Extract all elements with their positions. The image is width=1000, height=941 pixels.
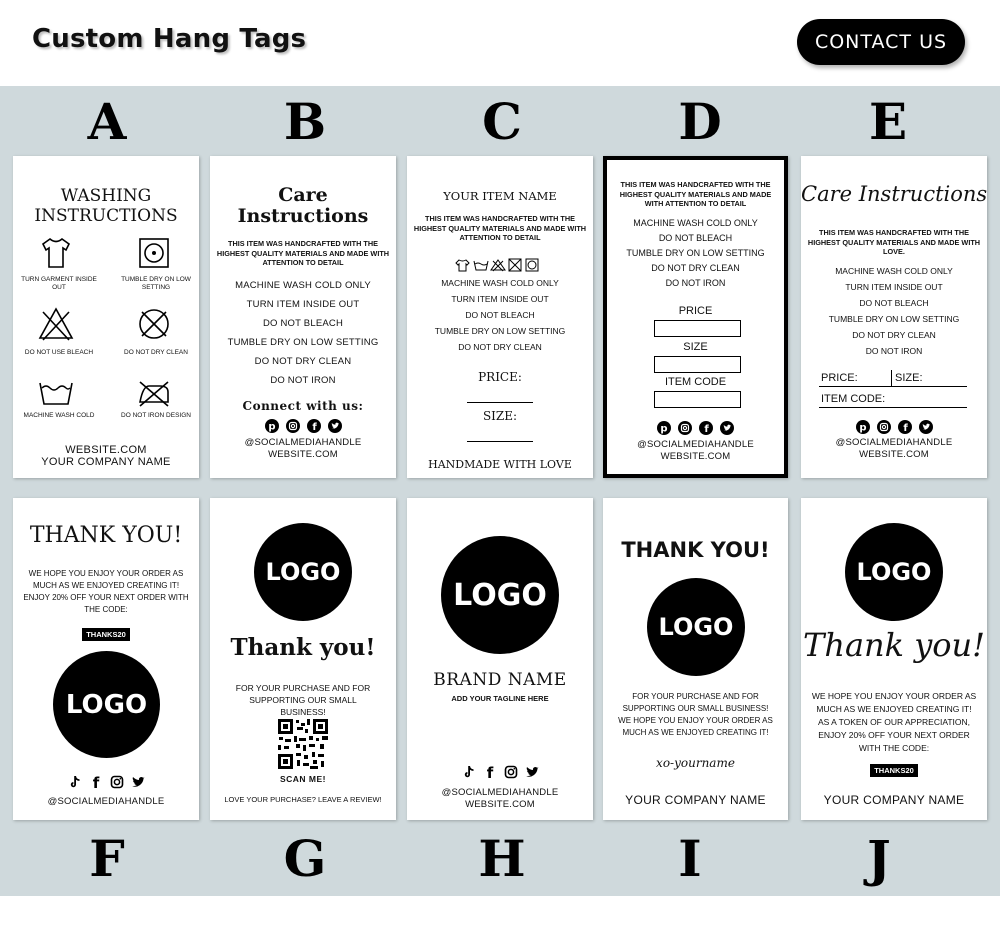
machine-wash-icon bbox=[37, 378, 75, 408]
tag-card-i[interactable] bbox=[603, 498, 788, 820]
svg-text:p: p bbox=[660, 423, 668, 435]
card-c-line-4: TUMBLE DRY ON LOW SETTING bbox=[434, 326, 566, 336]
page-title: Custom Hang Tags bbox=[32, 24, 307, 54]
card-h-website: WEBSITE.COM bbox=[465, 799, 535, 810]
card-b-line-2: TURN ITEM INSIDE OUT bbox=[246, 299, 360, 310]
svg-text:f: f bbox=[92, 775, 99, 789]
tag-card-j[interactable] bbox=[801, 498, 987, 820]
label-d: D bbox=[678, 92, 722, 151]
card-b-title-1: Care bbox=[278, 184, 328, 206]
label-h: H bbox=[478, 829, 526, 888]
card-e-line-a bbox=[819, 386, 967, 387]
svg-text:f: f bbox=[902, 423, 908, 434]
card-f-handle: @SOCIALMEDIAHANDLE bbox=[47, 796, 165, 807]
instagram-icon[interactable] bbox=[110, 775, 124, 789]
card-h-logo: LOGO bbox=[441, 536, 559, 654]
card-h-brand: BRAND NAME bbox=[433, 670, 567, 690]
card-b-handle: @SOCIALMEDIAHANDLE bbox=[244, 437, 362, 448]
card-c-title: YOUR ITEM NAME bbox=[443, 189, 557, 203]
twitter-icon[interactable] bbox=[525, 765, 539, 779]
svg-text:f: f bbox=[486, 765, 493, 779]
card-c-footer: HANDMADE WITH LOVE bbox=[428, 458, 572, 471]
card-c-price-label: PRICE: bbox=[478, 370, 522, 384]
no-dry-clean-icon bbox=[135, 306, 173, 342]
card-a-item-5: MACHINE WASH COLD bbox=[23, 412, 95, 419]
card-e-line-3: DO NOT BLEACH bbox=[859, 298, 929, 308]
card-b-line-5: DO NOT DRY CLEAN bbox=[254, 356, 352, 367]
card-c-price-line bbox=[467, 402, 533, 403]
card-b-line-3: DO NOT BLEACH bbox=[262, 318, 344, 329]
card-b-line-6: DO NOT IRON bbox=[270, 375, 336, 386]
card-c-line-3: DO NOT BLEACH bbox=[465, 310, 535, 320]
card-f-code: THANKS20 bbox=[82, 628, 130, 641]
tag-card-a[interactable] bbox=[13, 156, 199, 478]
card-i-signature: xo-yourname bbox=[656, 756, 735, 770]
tiktok-icon[interactable] bbox=[462, 765, 476, 779]
card-e-item-code-label: ITEM CODE: bbox=[821, 393, 886, 405]
facebook-icon[interactable] bbox=[89, 775, 103, 789]
facebook-icon[interactable] bbox=[898, 420, 912, 434]
card-b-social-icons bbox=[210, 419, 396, 433]
card-c-intro: THIS ITEM WAS HANDCRAFTED WITH THE HIGHEST QUALITY MATERIALS AND MADE WITH ATTENTION TO DETAIL bbox=[413, 214, 587, 242]
card-g-scan: SCAN ME! bbox=[279, 774, 327, 784]
card-a-item-6: DO NOT IRON DESIGN bbox=[121, 412, 191, 419]
card-a-item-4: DO NOT DRY CLEAN bbox=[124, 349, 188, 356]
card-d-price-box bbox=[654, 320, 741, 337]
twitter-icon[interactable] bbox=[328, 419, 342, 433]
card-i-company: YOUR COMPANY NAME bbox=[625, 793, 766, 807]
card-d-size-box bbox=[654, 356, 741, 373]
card-j-code: THANKS20 bbox=[870, 764, 918, 777]
card-d-item-code-label: ITEM CODE bbox=[664, 376, 727, 388]
card-b-intro: THIS ITEM WAS HANDCRAFTED WITH THE HIGHEST QUALITY MATERIALS AND MADE WITH ATTENTION TO DETAIL bbox=[216, 239, 390, 267]
card-e-line-2: TURN ITEM INSIDE OUT bbox=[845, 282, 943, 292]
card-d-size-label: SIZE bbox=[683, 341, 708, 353]
card-f-social-icons bbox=[13, 775, 199, 789]
svg-text:f: f bbox=[704, 424, 709, 435]
card-a-website: WEBSITE.COM bbox=[65, 444, 147, 456]
label-e: E bbox=[868, 92, 908, 151]
label-j: J bbox=[867, 829, 891, 888]
label-a: A bbox=[87, 92, 127, 151]
label-c: C bbox=[482, 92, 522, 151]
card-e-price-label: PRICE: bbox=[821, 372, 858, 384]
card-j-company: YOUR COMPANY NAME bbox=[823, 793, 965, 807]
card-b-title-2: Instructions bbox=[237, 205, 369, 227]
pinterest-icon[interactable] bbox=[856, 420, 870, 434]
qr-code-icon bbox=[276, 717, 330, 771]
card-g-body: FOR YOUR PURCHASE AND FOR SUPPORTING OUR SMALL BUSINESS! bbox=[235, 683, 371, 717]
card-c-size-line bbox=[467, 441, 533, 442]
facebook-icon[interactable] bbox=[307, 419, 321, 433]
instagram-icon[interactable] bbox=[678, 421, 692, 435]
tag-card-f[interactable] bbox=[13, 498, 199, 820]
instagram-icon[interactable] bbox=[877, 420, 891, 434]
card-c-size-label: SIZE: bbox=[482, 409, 518, 423]
card-f-body: WE HOPE YOU ENJOY YOUR ORDER AS MUCH AS WE ENJOYED CREATING IT! ENJOY 20% OFF YOUR NEXT ORDER WITH THE CODE: bbox=[23, 569, 189, 614]
tag-card-e[interactable] bbox=[801, 156, 987, 478]
tag-card-g[interactable] bbox=[210, 498, 396, 820]
card-e-intro: THIS ITEM WAS HANDCRAFTED WITH THE HIGHEST QUALITY MATERIALS AND MADE WITH LOVE. bbox=[807, 228, 981, 256]
card-e-line-1: MACHINE WASH COLD ONLY bbox=[835, 266, 953, 276]
tag-card-c[interactable] bbox=[407, 156, 593, 478]
card-e-size-label: SIZE: bbox=[895, 372, 923, 384]
card-e-divider bbox=[891, 370, 892, 386]
card-h-social-icons bbox=[407, 765, 593, 779]
svg-text:p: p bbox=[858, 422, 867, 434]
label-i: I bbox=[678, 829, 702, 888]
card-a-title-2: INSTRUCTIONS bbox=[34, 206, 178, 226]
svg-text:p: p bbox=[267, 421, 276, 433]
card-a-item-1: TURN GARMENT INSIDE OUT bbox=[21, 276, 97, 291]
card-b-connect: Connect with us: bbox=[242, 399, 364, 413]
card-e-line-6: DO NOT IRON bbox=[865, 346, 923, 356]
card-d-price-label: PRICE bbox=[678, 305, 713, 317]
tshirt-icon bbox=[39, 236, 73, 270]
card-e-social-icons bbox=[801, 420, 987, 434]
card-b-line-4: TUMBLE DRY ON LOW SETTING bbox=[227, 337, 379, 348]
card-e-line-5: DO NOT DRY CLEAN bbox=[852, 330, 936, 340]
card-a-item-2: TUMBLE DRY ON LOW SETTING bbox=[121, 276, 191, 291]
card-d-social-icons bbox=[607, 421, 784, 435]
label-f: F bbox=[89, 829, 125, 888]
twitter-icon[interactable] bbox=[720, 421, 734, 435]
tag-card-b[interactable] bbox=[210, 156, 396, 478]
card-d-website: WEBSITE.COM bbox=[660, 451, 731, 462]
card-d-line-4: DO NOT DRY CLEAN bbox=[651, 263, 740, 273]
card-i-title: THANK YOU! bbox=[621, 538, 770, 562]
no-bleach-icon bbox=[37, 306, 75, 342]
pinterest-icon[interactable] bbox=[265, 419, 279, 433]
card-g-footer: LOVE YOUR PURCHASE? LEAVE A REVIEW! bbox=[224, 795, 382, 804]
card-c-line-2: TURN ITEM INSIDE OUT bbox=[451, 294, 549, 304]
facebook-icon[interactable] bbox=[483, 765, 497, 779]
card-g-title: Thank you! bbox=[230, 634, 376, 661]
card-c-line-5: DO NOT DRY CLEAN bbox=[458, 342, 542, 352]
card-i-logo: LOGO bbox=[647, 578, 745, 676]
card-b-line-1: MACHINE WASH COLD ONLY bbox=[235, 280, 371, 291]
tumble-dry-icon bbox=[137, 236, 171, 270]
contact-us-button[interactable]: CONTACT US bbox=[797, 19, 965, 65]
card-e-title: Care Instructions bbox=[801, 182, 987, 206]
card-f-title: THANK YOU! bbox=[29, 523, 183, 548]
card-a-title-1: WASHING bbox=[60, 186, 152, 206]
card-e-handle: @SOCIALMEDIAHANDLE bbox=[835, 437, 953, 448]
card-j-body: WE HOPE YOU ENJOY YOUR ORDER AS MUCH AS WE ENJOYED CREATING IT! AS A TOKEN OF OUR APPRECIATION, ENJOY 20% OFF YOUR NEXT ORDER WITH THE CODE: bbox=[811, 691, 977, 753]
instagram-icon[interactable] bbox=[286, 419, 300, 433]
instagram-icon[interactable] bbox=[504, 765, 518, 779]
card-b-website: WEBSITE.COM bbox=[268, 449, 338, 460]
card-f-logo: LOGO bbox=[53, 651, 160, 758]
card-e-line-4: TUMBLE DRY ON LOW SETTING bbox=[828, 314, 960, 324]
card-j-title: Thank you! bbox=[802, 626, 985, 664]
card-d-item-code-box bbox=[654, 391, 741, 408]
card-d-line-2: DO NOT BLEACH bbox=[658, 233, 733, 243]
pinterest-icon[interactable] bbox=[657, 421, 671, 435]
card-c-line-1: MACHINE WASH COLD ONLY bbox=[441, 278, 559, 288]
card-i-body: FOR YOUR PURCHASE AND FOR SUPPORTING OUR SMALL BUSINESS! WE HOPE YOU ENJOY YOUR ORDER AS MUCH AS WE ENJOYED CREATING IT! bbox=[618, 692, 773, 737]
card-e-line-b bbox=[819, 407, 967, 408]
card-h-tagline: ADD YOUR TAGLINE HERE bbox=[451, 694, 549, 703]
label-b: B bbox=[283, 92, 327, 151]
card-e-website: WEBSITE.COM bbox=[859, 449, 929, 460]
card-d-intro: THIS ITEM WAS HANDCRAFTED WITH THE HIGHEST QUALITY MATERIALS AND MADE WITH ATTENTION TO DETAIL bbox=[619, 180, 772, 208]
card-d-line-3: TUMBLE DRY ON LOW SETTING bbox=[626, 248, 765, 258]
tag-card-h[interactable] bbox=[407, 498, 593, 820]
no-iron-icon bbox=[135, 378, 173, 408]
tag-card-d[interactable] bbox=[603, 156, 788, 478]
card-d-line-1: MACHINE WASH COLD ONLY bbox=[633, 218, 758, 228]
care-symbols-icon bbox=[455, 258, 545, 272]
tiktok-icon[interactable] bbox=[68, 775, 82, 789]
card-a-company: YOUR COMPANY NAME bbox=[41, 456, 171, 468]
facebook-icon[interactable] bbox=[699, 421, 713, 435]
label-g: G bbox=[283, 829, 327, 888]
card-d-handle: @SOCIALMEDIAHANDLE bbox=[637, 439, 754, 450]
svg-text:f: f bbox=[311, 422, 317, 433]
card-j-logo: LOGO bbox=[845, 523, 943, 621]
card-a-item-3: DO NOT USE BLEACH bbox=[24, 349, 94, 356]
card-d-line-5: DO NOT IRON bbox=[665, 278, 726, 288]
twitter-icon[interactable] bbox=[131, 775, 145, 789]
card-h-handle: @SOCIALMEDIAHANDLE bbox=[441, 787, 559, 798]
twitter-icon[interactable] bbox=[919, 420, 933, 434]
card-g-logo: LOGO bbox=[254, 523, 352, 621]
